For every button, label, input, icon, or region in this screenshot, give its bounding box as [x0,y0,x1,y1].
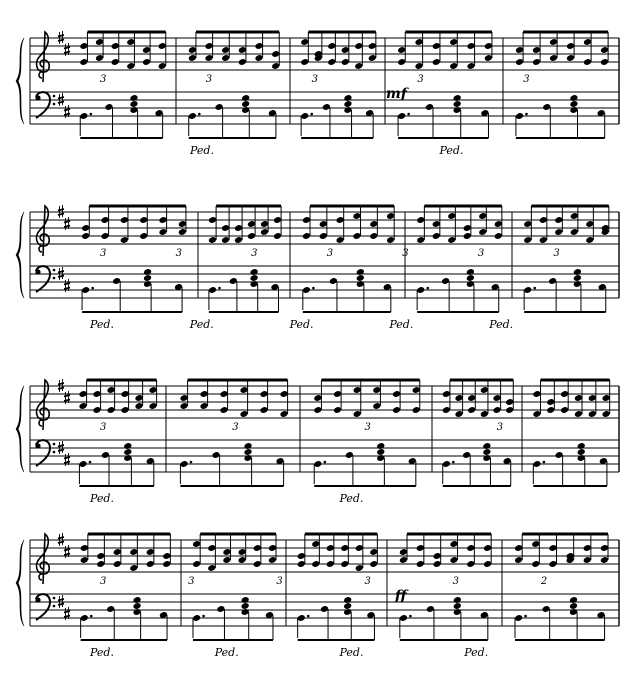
system-brace [16,540,24,626]
treble-clef-path [37,380,50,430]
notehead [577,442,586,450]
treble-staff [30,540,619,572]
dynamic-marking: mf [386,86,407,102]
pedal-mark: Ped. [214,646,239,659]
notehead [241,100,250,108]
notehead [376,442,385,450]
pedal-mark: Ped. [464,646,489,659]
notehead [453,602,462,610]
treble-staff [30,386,619,418]
bass-clef-dot [53,277,56,280]
notehead [453,100,462,108]
treble-clef-path [37,32,50,82]
notehead [241,596,250,604]
tuplet-label: 3 [100,74,107,85]
notehead [573,268,582,276]
measure [188,32,280,138]
dot [525,113,528,116]
tuplet-label: 3 [326,248,334,259]
tuplet-label: 3 [496,422,504,433]
pedal-mark: Ped. [189,318,214,331]
notehead [466,274,475,282]
treble-clef-icon [37,206,50,256]
notehead [482,442,491,450]
notehead [569,94,578,102]
measure [297,534,379,640]
measure [514,534,609,640]
notehead [573,274,582,282]
tuplet-label: 3 [452,576,460,587]
tuplet-label: 3 [188,576,195,587]
notehead [133,602,142,610]
bass-clef-dot [53,597,56,600]
tuplet-label: 3 [100,576,107,587]
dot [90,113,93,116]
measure [78,380,157,486]
notehead [250,274,259,282]
notehead [356,274,365,282]
dot [218,287,221,290]
tuplet-label: 3 [232,422,239,433]
notehead [453,94,462,102]
bass-clef-dot [53,605,56,608]
notehead [241,602,250,610]
bass-clef-dot [53,451,56,454]
measure [442,380,514,486]
notehead [376,448,385,456]
dot [90,615,93,618]
pedal-mark: Ped. [289,318,314,331]
notehead [241,94,250,102]
dot [543,461,546,464]
pedal-mark: Ped. [190,144,214,157]
measure [523,206,610,312]
measure [313,380,420,486]
dot [407,113,410,116]
tuplet-label: 3 [311,74,318,85]
notehead [129,100,138,108]
notehead [356,268,365,276]
measure [79,32,166,138]
notehead [343,602,352,610]
measure [81,206,187,312]
system-brace [16,212,24,298]
treble-clef-icon [37,32,50,82]
dynamic-marking: ff [395,588,407,604]
pedal-mark: Ped. [339,646,364,659]
tuplet-label: 3 [477,248,485,259]
notehead [569,596,578,604]
notehead [243,442,252,450]
tuplet-label: 2 [540,576,548,587]
bass-clef-dot [35,95,40,100]
tuplet-label: 3 [276,576,283,587]
pedal-mark: Ped. [339,492,364,505]
systems-container [16,31,619,659]
pedal-mark: Ped. [90,492,114,505]
treble-clef-path [37,206,50,256]
tuplet-label: 3 [417,74,424,85]
pedal-mark: Ped. [489,318,514,331]
pedal-mark: Ped. [389,318,414,331]
dot [426,287,429,290]
dot [202,615,205,618]
bass-clef-icon [35,440,55,466]
tuplet-label: 3 [402,248,409,259]
notehead [123,442,132,450]
tuplet-label: 3 [251,248,258,259]
notehead [143,274,152,282]
bass-clef-icon [35,594,55,620]
tuplet-label: 3 [364,576,371,587]
system-4 [16,533,619,659]
pedal-mark: Ped. [439,144,464,157]
notehead [133,596,142,604]
notehead [143,268,152,276]
notehead [129,94,138,102]
notehead [569,100,578,108]
measure [397,32,493,138]
measure [399,534,492,640]
notehead [569,602,578,610]
dot [524,615,527,618]
bass-clef-dot [35,269,40,274]
tuplet-label: 3 [100,248,107,259]
dot [312,287,315,290]
notehead [482,448,491,456]
notehead [343,94,352,102]
notehead [466,268,475,276]
dot [324,461,327,464]
dot [91,287,94,290]
bass-clef-dot [35,597,40,602]
bass-clef-dot [53,103,56,106]
tuplet-label: 3 [175,248,182,259]
system-2 [16,205,619,331]
dot [533,287,536,290]
measure [302,206,395,312]
dot [89,461,92,464]
measure [208,206,282,312]
bass-staff [30,440,619,472]
measure [80,534,172,640]
notehead [250,268,259,276]
pedal-mark: Ped. [90,646,114,659]
treble-clef-icon [37,380,50,430]
notehead [343,596,352,604]
dot [409,615,412,618]
bass-clef-icon [35,92,55,118]
dot [452,461,455,464]
system-1 [16,31,619,157]
notehead [577,448,586,456]
measure [515,32,609,138]
system-brace [16,386,24,472]
bass-clef-icon [35,266,55,292]
bass-clef-dot [53,269,56,272]
treble-clef-icon [37,534,50,584]
dot [310,113,313,116]
notehead [123,448,132,456]
tuplet-label: 3 [205,74,213,85]
notehead [243,448,252,456]
tuplet-label: 3 [523,74,530,85]
notehead [453,596,462,604]
dot [198,113,201,116]
measure [532,380,610,486]
system-brace [16,38,24,124]
bass-clef-dot [53,95,56,98]
system-3 [16,379,619,505]
tuplet-label: 3 [100,422,107,433]
tuplet-label: 3 [553,248,560,259]
bass-clef-dot [53,443,56,446]
bass-clef-dot [35,443,40,448]
measure [300,32,377,138]
dot [307,615,310,618]
tuplet-label: 3 [364,422,371,433]
dot [190,461,193,464]
treble-clef-path [37,534,50,584]
measure [416,206,503,312]
measure [192,534,277,640]
measure [179,380,288,486]
pedal-mark: Ped. [90,318,114,331]
notehead [343,100,352,108]
